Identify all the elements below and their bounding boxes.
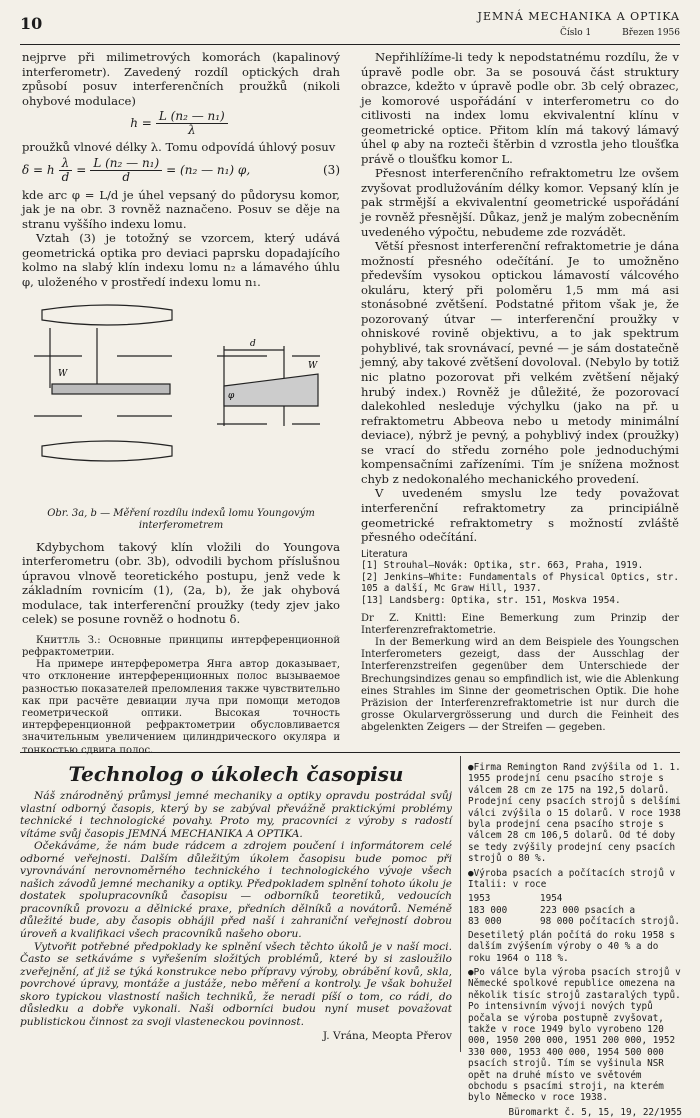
article-body <box>20 790 452 1028</box>
german-summary <box>361 613 679 735</box>
paragraph: Nepřihlížíme-li tedy k nepodstatnému rozdílu, že v úpravě podle obr. 3a se posouvá část struktury obrazce, kdežto v úpravě podle obr. 3b celý obrazec, je komorové uspořádání v interferometru co do citlivosti na index lomu ekvivalentní klínu v geometrické optice. Přitom klín má takový lámavý úhel φ aby na rozteči štěrbin d vzrostla jeho tloušťka právě o tloušťku komor L. <box>361 50 679 166</box>
news-source: Büromarkt č. 5, 15, 19, 22/1955 <box>508 1106 682 1118</box>
paragraph: Přesnost interferenčního refraktometru lze ovšem zvyšovat prodlužováním délky komor. Vepsaný klín je pak strmější a ekvivalentní geometrické uspořádání je rovněž přesnější. Důkaz, jenž je malým zobecněním uvedeného výpočtu, nebudeme zde rozvádět. <box>361 166 679 239</box>
interferometer-figure <box>22 296 322 506</box>
reference-item: [13] Landsberg: Optika, str. 151, Moskva 1954. <box>361 594 621 606</box>
paragraph: V uvedeném smyslu lze tedy považovat interferenční refraktometry za principiálně geometrické refraktometry s možností zvláště přesného odečítání. <box>361 486 679 545</box>
lens-top <box>42 305 172 325</box>
table-row: 83 000 98 000 počítacích strojů. <box>468 916 680 928</box>
column-rule <box>460 756 461 1052</box>
references-heading: Literatura <box>361 548 408 560</box>
section-divider <box>20 752 680 753</box>
references <box>361 549 679 607</box>
label-w: W <box>58 368 68 379</box>
news-item: ● Výroba psacích a počítacích strojů v Italii: v roce <box>468 868 682 891</box>
label-d: d <box>250 338 256 349</box>
reference-item: [2] Jenkins—White: Fundamentals of Physical Optics, str. 105 a další, Mc Graw Hill, 1937. <box>361 571 679 595</box>
news-item: ● Firma Remington Rand zvýšila od 1. 1. 1955 prodejní cenu psacího stroje s válcem 28 cm ze 175 na 192,5 dolarů. Prodejní ceny psacích strojů s delšími válci zvýšila o 15 dolarů. V roce 1938 byla prodejní cena psacího stroje s válcem 28 cm 106,5 dolarů. Od té doby se tedy zvýšily prodejní ceny psacích strojů o 80 %. <box>468 762 682 865</box>
lens-bottom <box>42 441 172 461</box>
journal-title: JEMNÁ MECHANIKA A OPTIKA <box>477 10 680 23</box>
paragraph: Vztah (3) je totožný se vzorcem, který udává geometrická optika pro deviaci paprsku dopadajícího kolmo na slabý klín indexu lomu n₂ a lámavého úhlu φ, uloženého v prostředí indexu lomu n₁. <box>22 231 340 290</box>
wedge <box>224 374 318 406</box>
right-column <box>361 50 679 735</box>
summary-text: На примере интерферометра Янга автор доказывает, что отклонение интерференционных полос вызываемое разностью показателей преломления также чувствительно как при расчёте девиации луча при помощи методов геометрической оптики. Высокая точность интерференционной рефрактометрии обусловливается значительным увеличением цилиндрического окуляра и тонкостью сдвига полос. <box>22 659 340 756</box>
article-title: Technolog o úkolech časopisu <box>68 762 404 786</box>
paragraph: Kdybychom takový klín vložili do Youngova interferometru (obr. 3b), odvodili bychom příslušnou úpravou vlnově teoretického postupu, jenž vede k základním rovnicím (1), (2a, b), že jak ohybová modulace, tak interferenční proužky (tedy zjev jako celek) se posune rovněž o hodnotu δ. <box>22 539 340 627</box>
cell-hatched <box>52 384 170 394</box>
paragraph: Vytvořit potřebné předpoklady ke splnění všech těchto úkolů je v naší moci. Často se setkáváme s vyřešením složitých problémů, které by si zasloužilo zveřejnění, ať již se týká konstrukce nebo přípravy výroby, obrábění kovů, skla, povrchové úpravy, montáže a justáže, nebo měření a kontroly. Je však bohužel skoro typickou vlastností našich techniků, že neradi píší o tom, co rádi, do důsledku a dobře vykonali. Naši odborníci budou nyní muset považovat publistickou činnost za svoji vlasteneckou povinnost. <box>20 940 452 1028</box>
issue-date: Březen 1956 <box>622 28 680 38</box>
left-column <box>22 50 340 757</box>
summary-text: In der Bemerkung wird an dem Beispiele des Youngschen Interferometers gezeigt, dass der Ausschlag der Interferenzstreifen gegenüber dem Unterschiede der Brechungsindizes genau so empfindlich ist, wie die Ablenkung eines Strahles im Sinne der geometrischen Optik. Die hohe Präzision der Interferenzrefraktometrie ist nur durch die grosse Okularvergrösserung und durch die Feinheit des abgelenkten Zeigers — der Streifen — gegeben. <box>361 636 679 734</box>
production-table <box>468 893 682 927</box>
paragraph: nejprve při milimetrových komorách (kapalinový interferometr). Zavedený rozdíl optických drah způsobí posuv interferenčních proužků (nikoli ohybové modulace) <box>22 50 340 108</box>
paragraph: Větší přesnost interferenční refraktometrie je dána možností přesného odečítání. Je to umožněno především vysokou optickou lámavostí válcového okuláru, který při poloměru 1,5 mm má asi stonásobné zvětšení. Podstatné přitom však je, že pozorovaný útvar — interferenční proužky v ohniskové rovině objektivu, a to jak spektrum pohyblivé, tak srovnávací, pevné — je sám dostatečně jemný, aby takové zvětšení dovoloval. (Nebylo by totiž nic platno pozorovat při velkém zvětšení nějaký hrubý index.) Rovněž je důležité, že pozorovací dalekohled nesleduje výchylku (jako na př. u refraktometru Abbeova nebo u metody minimální deviace), nýbrž je pevný, a pohyblivý index (proužky) se vrací do středu zorného pole jednoduchými kompensačními zařízeními. Tím je snížena možnost chyb z nedokonalého mechanického provedení. <box>361 239 679 486</box>
signature: J. Vrána, Meopta Přerov <box>322 1030 452 1043</box>
figure-caption: Obr. 3a, b — Měření rozdílu indexů lomu Youngovým interferometrem <box>47 507 315 531</box>
label-w: W <box>308 360 318 371</box>
news-item: ● Po válce byla výroba psacích strojů v Německé spolkové republice omezena na několik tisíc strojů zastaralých typů. Po intensivním vývoji nových typů počala se výroba postupně zvyšovat, takže v roce 1949 bylo vyrobeno 120 000, 1950 200 000, 1951 200 000, 1952 330 000, 1953 400 000, 1954 500 000 psacích strojů. Tím se vyšinula NSR opět na druhé místo ve světovém obchodu s psacími stroji, na kterém bylo Německo v roce 1938. <box>468 967 682 1104</box>
issue-line <box>0 28 680 38</box>
paragraph: Očekáváme, že nám bude rádcem a zdrojem poučení i informátorem celé odborné veřejnosti. Dalším důležitým úkolem časopisu bude pomoc při vyrovnávání nerovnoměrného technického i technologického vývoje všech našich závodů jemné mechaniky a optiky. Předpokladem splnění tohoto úkolu je dostatek spolupracovníků časopisu — odborníků teoretiků, vedoucích pracovníků provozu a dělnické praxe, předních dělníků a novátorů. Neméně důležité bude, aby časopis obhájil před naší i zahraniční veřejností dobrou úroveň a kvalifikaci všech pracovníků našeho oboru. <box>20 840 452 941</box>
figure-3b <box>217 346 320 426</box>
russian-summary <box>22 635 340 757</box>
paragraph: Náš znárodněný průmysl jemné mechaniky a optiky opravdu postrádal svůj vlastní odborný časopis, který by se zabýval převážně praktickými problémy technické i technologické povahy. Proto my, pracovníci z výroby s radostí vítáme svůj časopis JEMNÁ MECHANIKA A OPTIKA. <box>20 790 452 840</box>
equation-h: h = $\frac{\text{L (n₂ — n₁)}}{\lambda}$ <box>22 110 340 137</box>
table-row: 1953 1954 <box>468 893 563 905</box>
news-item-text: Desetiletý plán počítá do roku 1958 s dalším zvýšením výroby o 40 % a do roku 1964 o 118 %. <box>468 929 676 964</box>
summary-title: Книттль З.: Основные принципы интерференционной рефрактометрии. <box>22 634 340 659</box>
table-row: 183 000 223 000 psacích a <box>468 904 636 916</box>
label-phi: φ <box>228 390 235 401</box>
figure-3a <box>34 305 172 461</box>
reference-item: [1] Strouhal—Novák: Optika, str. 663, Praha, 1919. <box>361 560 644 572</box>
news-column <box>468 762 682 1118</box>
paragraph: kde arc φ = L/d je úhel vepsaný do půdorysu komor, jak je na obr. 3 rovněž naznačeno. Posuv se děje na stranu vyššího indexu lomu. <box>22 187 340 231</box>
technolog-article <box>20 760 452 1042</box>
page-header <box>20 8 680 45</box>
equation-3: δ = h $\frac{\lambda}{d}$ = $\frac{\text{L (n₂ — n₁)}}{d}$ = (n₂ — n₁) φ, (3) <box>22 155 340 184</box>
summary-title: Dr Z. Knittl: Eine Bemerkung zum Prinzip der Interferenzrefraktometrie. <box>361 612 679 636</box>
page-number: 10 <box>20 14 43 33</box>
issue-number: Číslo 1 <box>559 28 592 38</box>
equation-number: (3) <box>323 162 340 177</box>
paragraph: proužků vlnové délky λ. Tomu odpovídá úhlový posuv <box>22 140 336 155</box>
